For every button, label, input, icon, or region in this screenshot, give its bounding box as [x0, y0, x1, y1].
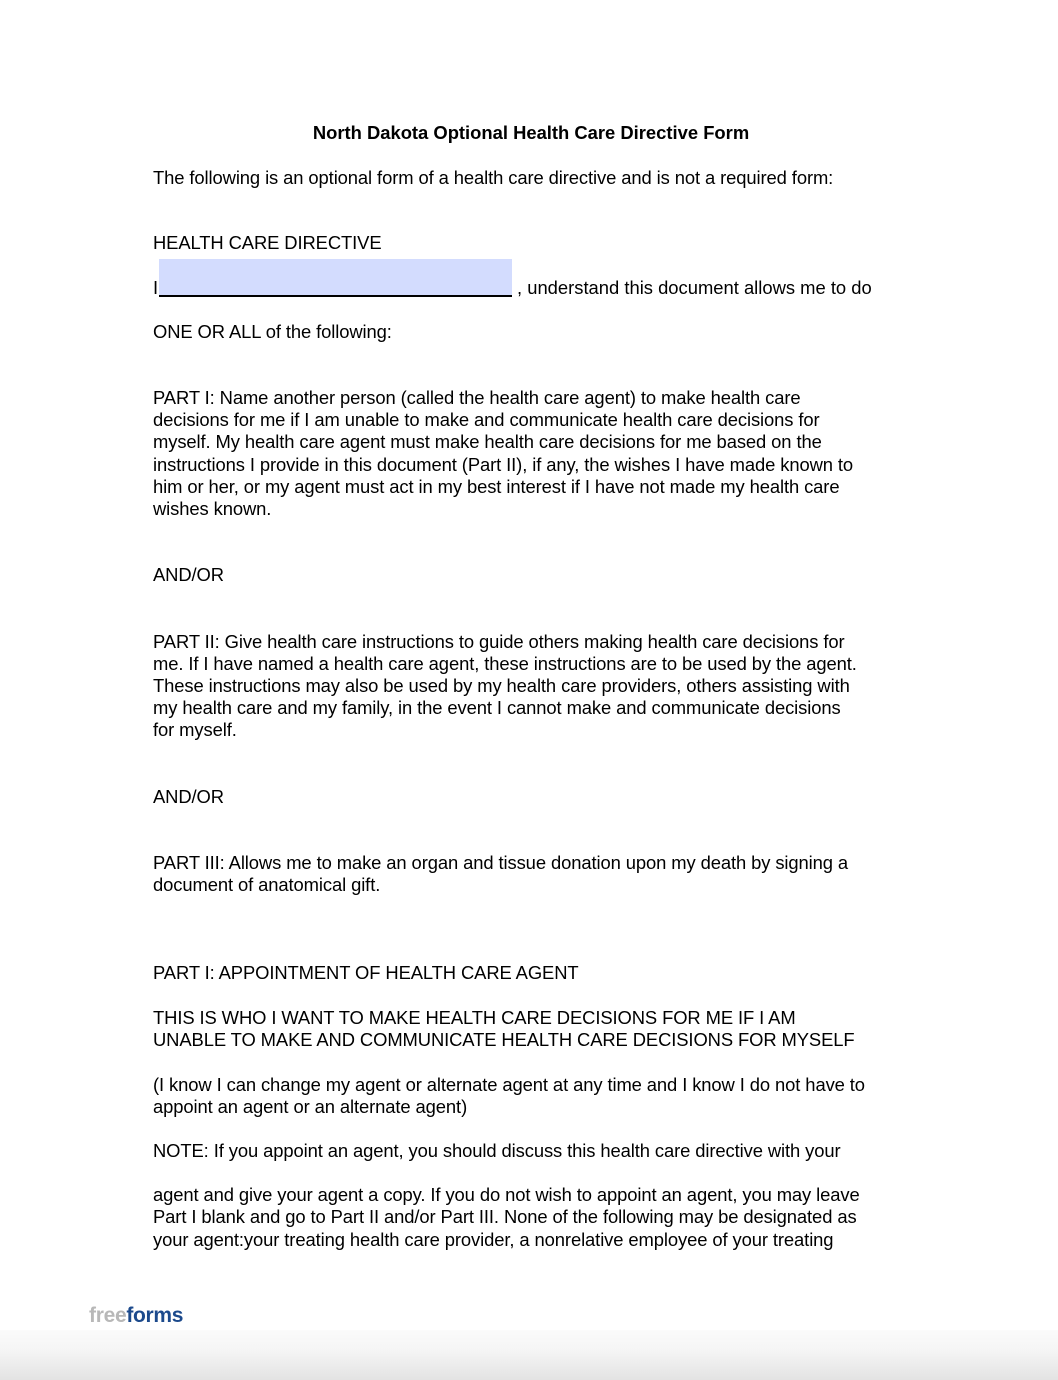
part2-summary-line: These instructions may also be used by my health care providers, others assisting with — [153, 675, 850, 696]
section-heading: HEALTH CARE DIRECTIVE — [153, 232, 382, 253]
and-or-text: AND/OR — [153, 786, 224, 807]
principal-name-field[interactable] — [159, 259, 512, 297]
part2-summary-line: PART II: Give health care instructions to guide others making health care decisions for — [153, 631, 845, 652]
i-know-line: (I know I can change my agent or alternate agent at any time and I know I do not have to — [153, 1074, 865, 1095]
note-continued-line: your agent:your treating health care provider, a nonrelative employee of your treating — [153, 1229, 834, 1250]
note-continued-line: agent and give your agent a copy. If you do not wish to appoint an agent, you may leave — [153, 1184, 860, 1205]
document-title: North Dakota Optional Health Care Directive Form — [312, 122, 750, 143]
logo-free-text: free — [89, 1304, 127, 1327]
name-line — [153, 259, 913, 299]
who-i-want-line: UNABLE TO MAKE AND COMMUNICATE HEALTH CARE DECISIONS FOR MYSELF — [153, 1029, 855, 1050]
part1-summary-line: him or her, or my agent must act in my best interest if I have not made my health care — [153, 476, 840, 497]
part3-summary-line: document of anatomical gift. — [153, 874, 381, 895]
part1-summary-line: decisions for me if I am unable to make and communicate health care decisions for — [153, 409, 820, 430]
note-line: NOTE: If you appoint an agent, you should discuss this health care directive with your — [153, 1140, 841, 1161]
part1-summary-line: wishes known. — [153, 498, 272, 519]
note-continued-line: Part I blank and go to Part II and/or Part III. None of the following may be designated as — [153, 1206, 857, 1227]
and-or-text: AND/OR — [153, 564, 224, 585]
part3-summary-line: PART III: Allows me to make an organ and tissue donation upon my death by signing a — [153, 852, 849, 873]
part2-summary-line: my health care and my family, in the event I cannot make and communicate decisions — [153, 697, 841, 718]
page-bottom-fade — [0, 1330, 1058, 1380]
one-or-all-text: ONE OR ALL of the following: — [153, 321, 392, 342]
part2-summary-line: for myself. — [153, 719, 237, 740]
name-suffix: , understand this document allows me to do — [517, 277, 872, 298]
who-i-want-line: THIS IS WHO I WANT TO MAKE HEALTH CARE DECISIONS FOR ME IF I AM — [153, 1007, 796, 1028]
intro-text: The following is an optional form of a health care directive and is not a required form: — [153, 167, 834, 188]
part2-summary-line: me. If I have named a health care agent, these instructions are to be used by the agent. — [153, 653, 857, 674]
part1-summary-line: myself. My health care agent must make health care decisions for me based on the — [153, 431, 822, 452]
freeforms-logo — [89, 1303, 183, 1329]
name-prefix: I — [153, 277, 159, 298]
logo-forms-text: forms — [126, 1304, 184, 1327]
part1-heading: PART I: APPOINTMENT OF HEALTH CARE AGENT — [153, 962, 579, 983]
part1-summary-line: instructions I provide in this document (Part II), if any, the wishes I have made known to — [153, 454, 854, 475]
part1-summary-line: PART I: Name another person (called the health care agent) to make health care — [153, 387, 801, 408]
i-know-line: appoint an agent or an alternate agent) — [153, 1096, 468, 1117]
